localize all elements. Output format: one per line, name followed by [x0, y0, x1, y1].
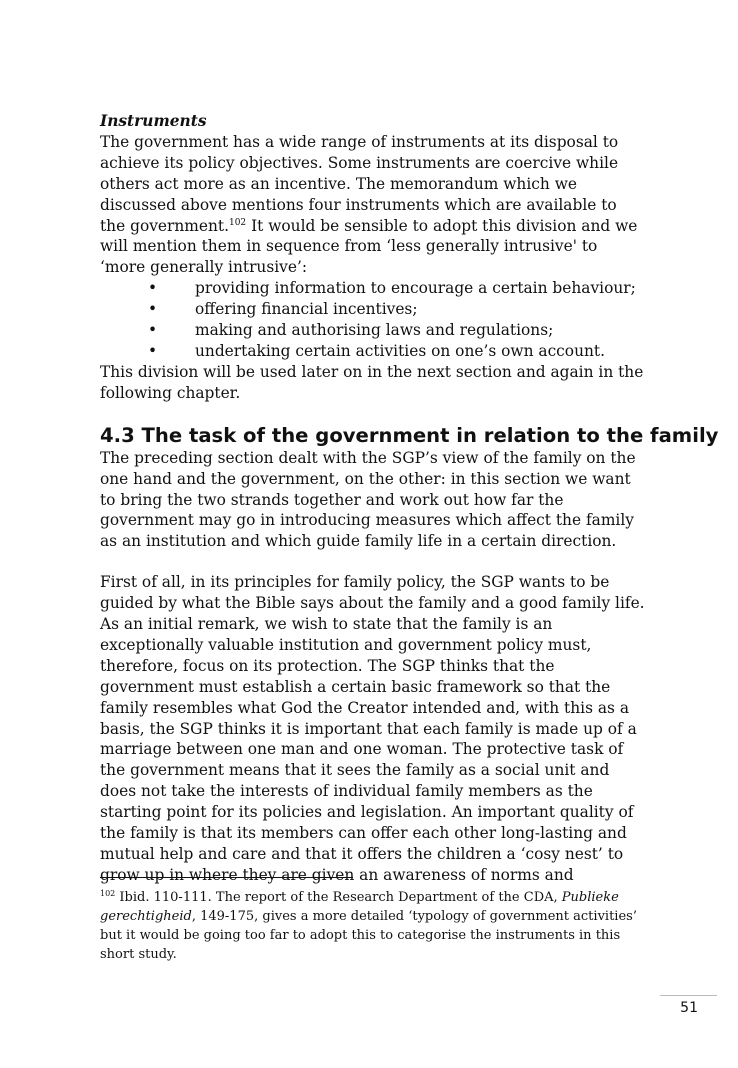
footnote-text-continuation: , 149-175, gives a more detailed ‘typology of government activities’ but it would be going too far to adopt this to categorise the instruments in this short study. [100, 909, 637, 962]
bullet-icon: • [148, 279, 158, 298]
list-item [100, 341, 645, 362]
footnote [100, 888, 645, 964]
section-paragraph-1: The preceding section dealt with the SGP’s view of the family on the one hand and the government, on the other: in this section we want to bring the two strands together and work out how far the government may go in introducing measures which affect the family as an institution and which guide family life in a certain direction. [100, 448, 636, 551]
instruments-paragraph-text: The government has a wide range of instruments at its disposal to achieve its policy objectives. Some instruments are coercive while others act more as an incentive. The memorandum which we discussed above mentions four instruments which are available to the government. [100, 132, 619, 235]
section-heading: 4.3 The task of the government in relation to the family [100, 423, 719, 447]
bullet-icon: • [148, 300, 158, 319]
instruments-paragraph-continuation: It would be sensible to adopt this division and we will mention them in sequence from ‘less generally intrusive' to ‘more generally intrusive’: [100, 216, 638, 277]
division-paragraph: This division will be used later on in the next section and again in the following chapter. [100, 362, 644, 402]
list-item [100, 320, 645, 341]
list-item [100, 278, 645, 299]
list-item-text: offering financial incentives; [195, 300, 418, 319]
section-paragraph-2: First of all, in its principles for family policy, the SGP wants to be guided by what the Bible says about the family and a good family life. As an initial remark, we wish to state that the family is an exceptionally valuable institution and government policy must, therefore, focus on its protection. The SGP thinks that the government must establish a certain basic framework so that the family resembles what God the Creator intended and, with this as a basis, the SGP thinks it is important that each family is made up of a marriage between one man and one woman. The protective task of the government means that it sees the family as a social unit and does not take the interests of individual family members as the starting point for its policies and legislation. An important quality of the family is that its members can offer each other long-lasting and mutual help and care and that it offers the children a ‘cosy nest’ to grow up in where they are given an awareness of norms and [100, 573, 645, 884]
page-number: 51 [680, 1000, 698, 1016]
footnote-number: 102 [100, 889, 116, 898]
footnote-divider [100, 877, 353, 878]
paragraph-spacer [100, 552, 645, 572]
main-text [100, 111, 719, 886]
list-item [100, 299, 645, 320]
list-item-text: undertaking certain activities on one’s own account. [195, 341, 605, 360]
instruments-paragraph [100, 132, 645, 278]
bullet-icon: • [148, 321, 158, 340]
instruments-list [100, 278, 645, 362]
footnote-cited-title: Publieke gerechtigheid [100, 890, 619, 924]
list-item-text: providing information to encourage a certain behaviour; [195, 279, 636, 298]
footnote-text: Ibid. 110-111. The report of the Research Department of the CDA, [115, 890, 562, 905]
instruments-subheading: Instruments [100, 112, 207, 130]
footnote-reference: 102 [228, 217, 247, 228]
list-item-text: making and authorising laws and regulations; [195, 321, 554, 340]
page-number-divider [660, 995, 717, 996]
bullet-icon: • [148, 341, 158, 360]
